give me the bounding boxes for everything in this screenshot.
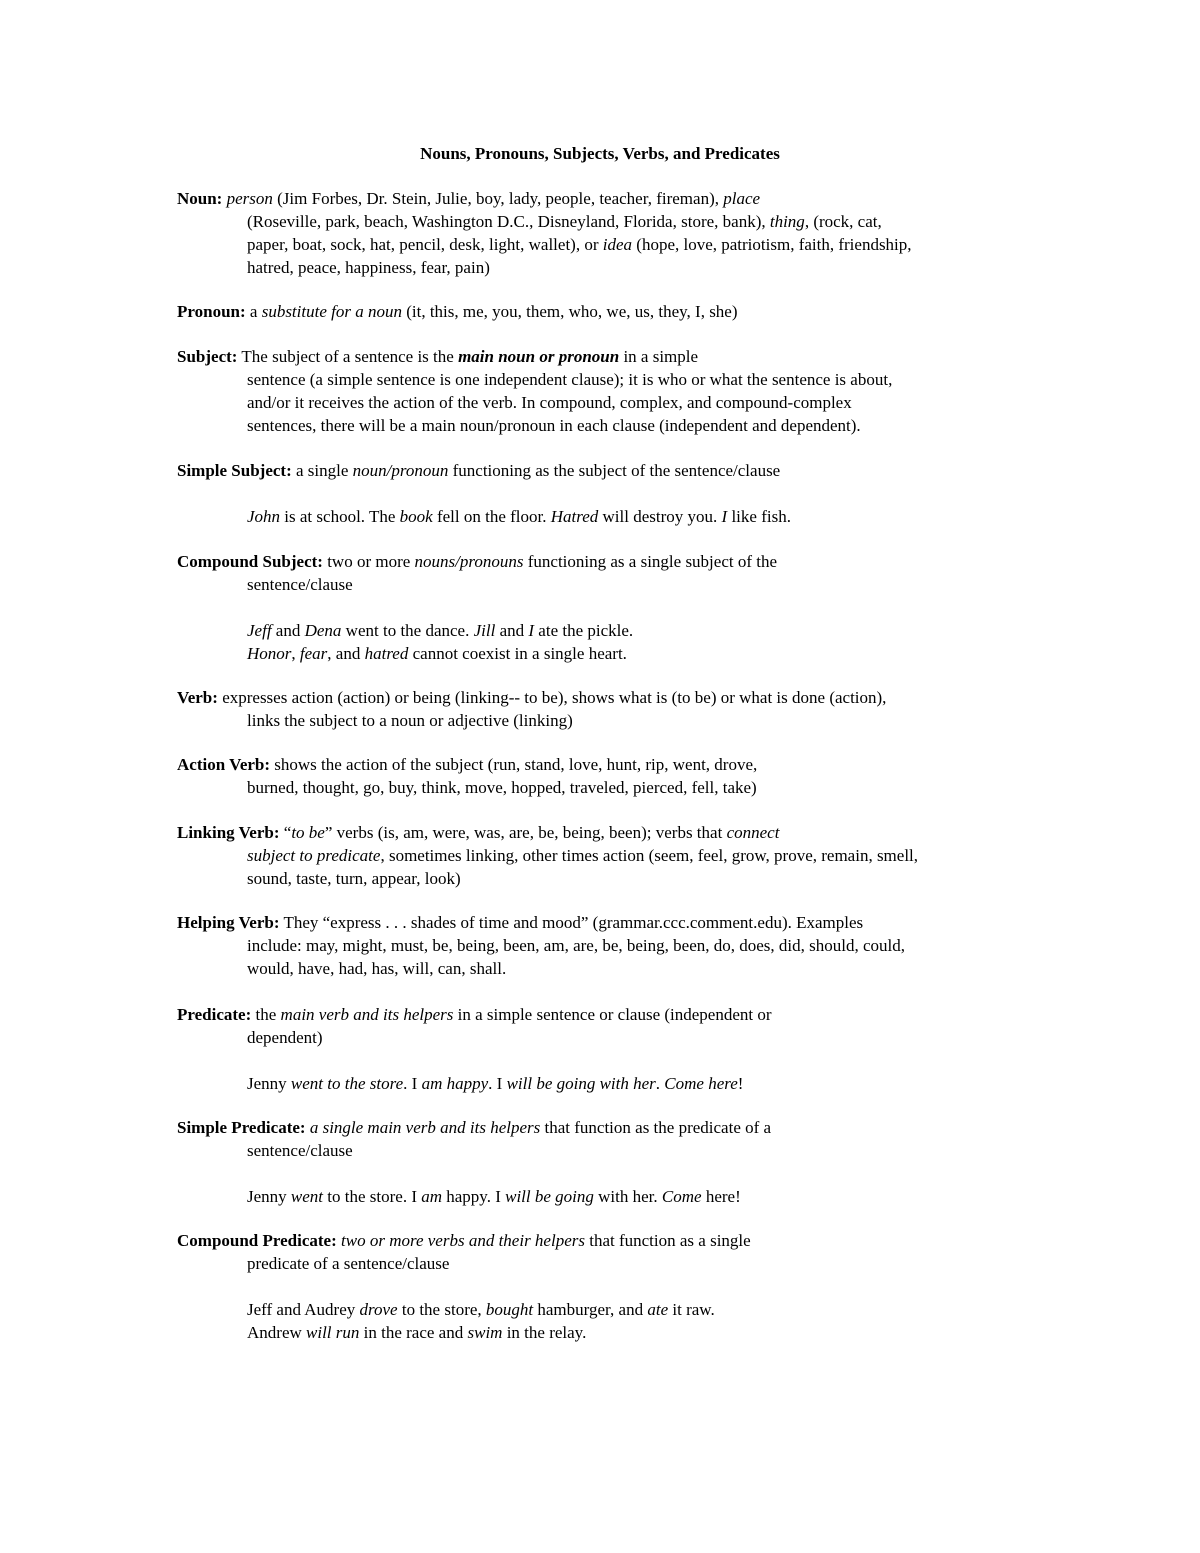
text-run: (Jim Forbes, Dr. Stein, Julie, boy, lady, people, teacher, fireman),: [272, 189, 724, 208]
emphasis: swim: [467, 1323, 503, 1342]
entry-line: [177, 300, 1057, 323]
entry-line: would, have, had, has, will, can, shall.: [247, 959, 507, 978]
emphasis: Honor: [247, 644, 292, 663]
emphasis: fear: [299, 644, 328, 663]
entry-line: [177, 844, 1057, 867]
text-run: functioning as the subject of the sentence/clause: [448, 461, 781, 480]
entry-line: and/or it receives the action of the verb. In compound, complex, and compound-complex: [247, 393, 852, 412]
text-run: will destroy you.: [598, 507, 722, 526]
text-run: a: [245, 302, 262, 321]
entry-line: [177, 753, 1057, 776]
emphasis: main noun or pronoun: [458, 347, 620, 366]
emphasis: nouns/pronouns: [414, 552, 524, 571]
entry-line: [177, 911, 1057, 934]
example-sentence: [177, 1321, 1057, 1344]
text-run: two or more: [322, 552, 415, 571]
entry-line: sentence/clause: [247, 575, 353, 594]
entry-line: [177, 686, 1057, 709]
example-sentence: [177, 1298, 1057, 1321]
text-run: in a simple sentence or clause (independent or: [453, 1005, 772, 1024]
entry-subject: [177, 345, 1057, 437]
emphasis: substitute for a noun: [261, 302, 402, 321]
entry-action-verb: [177, 753, 1057, 799]
text-run: (Roseville, park, beach, Washington D.C., Disneyland, Florida, store, bank),: [247, 212, 770, 231]
term-label: Simple Subject:: [177, 461, 292, 480]
text-run: ,: [291, 644, 300, 663]
text-run: is at school. The: [280, 507, 400, 526]
entry-linking-verb: [177, 821, 1057, 890]
text-run: in a simple: [619, 347, 699, 366]
emphasis: subject to predicate: [247, 846, 381, 865]
emphasis: a single main verb and its helpers: [309, 1118, 541, 1137]
entry-helping-verb: [177, 911, 1057, 980]
emphasis: place: [723, 189, 761, 208]
entry-simple-predicate: [177, 1116, 1057, 1208]
emphasis: Hatred: [550, 507, 599, 526]
text-run: functioning as a single subject of the: [523, 552, 778, 571]
emphasis: John: [247, 507, 281, 526]
entry-line: [177, 1229, 1057, 1252]
text-run: . I: [488, 1074, 507, 1093]
emphasis: hatred: [364, 644, 409, 663]
text-run: !: [737, 1074, 744, 1093]
emphasis: bought: [485, 1300, 534, 1319]
text-run: . I: [403, 1074, 422, 1093]
entry-line: predicate of a sentence/clause: [247, 1254, 450, 1273]
term-label: Compound Subject:: [177, 552, 323, 571]
emphasis: two or more verbs and their helpers: [341, 1231, 585, 1250]
entry-line: [177, 550, 1057, 573]
term-label: Pronoun:: [177, 302, 246, 321]
emphasis: to be: [291, 823, 325, 842]
emphasis: will run: [306, 1323, 360, 1342]
entry-line: sentences, there will be a main noun/pronoun in each clause (independent and dependent).: [247, 416, 861, 435]
text-run: .: [655, 1074, 665, 1093]
emphasis: person: [226, 189, 273, 208]
text-run: and: [271, 621, 305, 640]
emphasis: Jill: [473, 621, 496, 640]
emphasis: main verb and its helpers: [280, 1005, 454, 1024]
entry-line: [177, 210, 1057, 233]
text-run: Jenny: [247, 1187, 291, 1206]
text-run: to the store. I: [323, 1187, 422, 1206]
entry-line: include: may, might, must, be, being, been, am, are, be, being, been, do, does, did, should, could,: [247, 936, 905, 955]
text-run: that function as a single: [584, 1231, 751, 1250]
example-sentence: [177, 619, 1057, 642]
entry-line: [177, 187, 1057, 210]
emphasis: will be going: [505, 1187, 594, 1206]
term-label: Action Verb:: [177, 755, 271, 774]
text-run: Jeff and Audrey: [247, 1300, 360, 1319]
text-run: The subject of a sentence is the: [237, 347, 459, 366]
emphasis: I: [528, 621, 535, 640]
text-run: to the store,: [397, 1300, 486, 1319]
text-run: a single: [291, 461, 353, 480]
entry-predicate: [177, 1003, 1057, 1095]
entry-line: [177, 1116, 1057, 1139]
entry-line: [177, 1003, 1057, 1026]
term-label: Verb:: [177, 688, 218, 707]
text-run: , (rock, cat,: [804, 212, 882, 231]
emphasis: ate: [647, 1300, 669, 1319]
entry-line: [177, 345, 1057, 368]
emphasis: Come: [661, 1187, 702, 1206]
text-run: , sometimes linking, other times action (seem, feel, grow, prove, remain, smell,: [380, 846, 919, 865]
text-run: (it, this, me, you, them, who, we, us, they, I, she): [401, 302, 738, 321]
text-run: “: [279, 823, 292, 842]
entry-line: [177, 233, 1057, 256]
text-run: cannot coexist in a single heart.: [408, 644, 627, 663]
emphasis: went to the store: [290, 1074, 404, 1093]
term-label: Linking Verb:: [177, 823, 280, 842]
document-title: Nouns, Pronouns, Subjects, Verbs, and Predicates: [420, 144, 780, 163]
text-run: in the race and: [359, 1323, 468, 1342]
entry-line: links the subject to a noun or adjective (linking): [247, 711, 573, 730]
term-label: Predicate:: [177, 1005, 252, 1024]
text-run: hamburger, and: [533, 1300, 648, 1319]
example-sentence: [177, 642, 1057, 665]
text-run: that function as the predicate of a: [540, 1118, 772, 1137]
term-label: Helping Verb:: [177, 913, 280, 932]
text-run: fell on the floor.: [432, 507, 551, 526]
text-run: like fish.: [727, 507, 791, 526]
entry-line: burned, thought, go, buy, think, move, hopped, traveled, pierced, fell, take): [247, 778, 757, 797]
entry-line: [177, 459, 1057, 482]
text-run: here!: [701, 1187, 741, 1206]
entry-line: [177, 821, 1057, 844]
emphasis: Dena: [304, 621, 342, 640]
entry-pronoun: [177, 300, 1057, 323]
entry-simple-subject: [177, 459, 1057, 528]
text-run: Jenny: [247, 1074, 291, 1093]
emphasis: idea: [602, 235, 633, 254]
text-run: expresses action (action) or being (linking-- to be), shows what is (to be) or what is done (action),: [217, 688, 887, 707]
text-run: ate the pickle.: [534, 621, 634, 640]
text-run: Andrew: [247, 1323, 307, 1342]
text-run: They “express . . . shades of time and mood” (grammar.ccc.comment.edu). Examples: [279, 913, 864, 932]
emphasis: book: [399, 507, 433, 526]
text-run: and: [495, 621, 529, 640]
example-sentence: [177, 1185, 1057, 1208]
entry-line: dependent): [247, 1028, 323, 1047]
example-sentence: [177, 505, 1057, 528]
emphasis: drove: [359, 1300, 398, 1319]
emphasis: will be going with her: [506, 1074, 656, 1093]
text-run: (hope, love, patriotism, faith, friendship,: [632, 235, 912, 254]
entry-verb: [177, 686, 1057, 732]
example-sentence: [177, 1072, 1057, 1095]
text-run: paper, boat, sock, hat, pencil, desk, light, wallet), or: [247, 235, 603, 254]
entry-line: sentence/clause: [247, 1141, 353, 1160]
term-label: Simple Predicate:: [177, 1118, 306, 1137]
emphasis: noun/pronoun: [352, 461, 449, 480]
text-run: with her.: [593, 1187, 662, 1206]
emphasis: Come here: [664, 1074, 738, 1093]
text-run: shows the action of the subject (run, stand, love, hunt, rip, went, drove,: [270, 755, 758, 774]
text-run: , and: [327, 644, 365, 663]
text-run: in the relay.: [502, 1323, 587, 1342]
emphasis: am: [421, 1187, 443, 1206]
text-run: ” verbs (is, am, were, was, are, be, being, been); verbs that: [324, 823, 727, 842]
emphasis: am happy: [421, 1074, 489, 1093]
emphasis: Jeff: [247, 621, 272, 640]
entry-line: sentence (a simple sentence is one independent clause); it is who or what the sentence is about,: [247, 370, 893, 389]
emphasis: went: [290, 1187, 324, 1206]
emphasis: connect: [726, 823, 780, 842]
emphasis: I: [721, 507, 728, 526]
entry-compound-predicate: [177, 1229, 1057, 1344]
text-run: it raw.: [668, 1300, 715, 1319]
term-label: Subject:: [177, 347, 238, 366]
entry-compound-subject: [177, 550, 1057, 665]
emphasis: thing: [769, 212, 805, 231]
entry-line: hatred, peace, happiness, fear, pain): [247, 258, 490, 277]
text-run: the: [251, 1005, 281, 1024]
term-label: Compound Predicate:: [177, 1231, 337, 1250]
entry-noun: [177, 187, 1057, 279]
text-run: went to the dance.: [341, 621, 474, 640]
entry-line: sound, taste, turn, appear, look): [247, 869, 461, 888]
term-label: Noun:: [177, 189, 223, 208]
text-run: happy. I: [442, 1187, 506, 1206]
